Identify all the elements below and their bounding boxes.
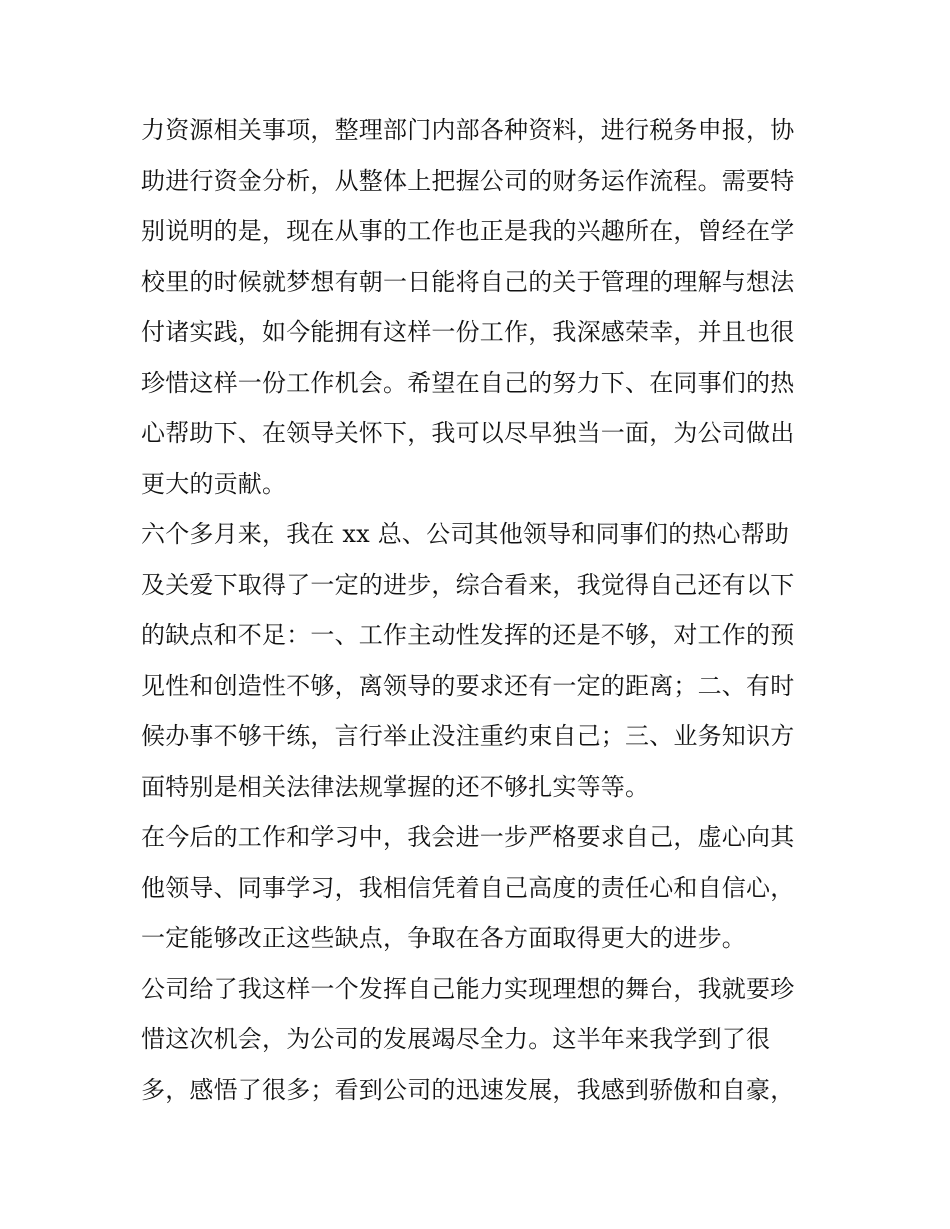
text-line: 心帮助下、在领导关怀下，我可以尽早独当一面，为公司做出 xyxy=(141,419,795,447)
text-line: 多，感悟了很多；看到公司的迅速发展，我感到骄傲和自豪， xyxy=(141,1075,795,1104)
text-line: 惜这次机会，为公司的发展竭尽全力。这半年来我学到了很 xyxy=(141,1025,771,1053)
text-line: 他领导、同事学习，我相信凭着自己高度的责任心和自信心， xyxy=(141,873,795,902)
text-line: 助进行资金分析，从整体上把握公司的财务运作流程。需要特 xyxy=(141,166,795,195)
text-line: 珍惜这样一份工作机会。希望在自己的努力下、在同事们的热 xyxy=(141,368,795,397)
text-line: 的缺点和不足：一、工作主动性发挥的还是不够，对工作的预 xyxy=(141,621,795,649)
text-line: 付诸实践，如今能拥有这样一份工作，我深感荣幸，并且也很 xyxy=(141,318,795,346)
text-line: 候办事不够干练，言行举止没注重约束自己；三、业务知识方 xyxy=(141,722,795,750)
text-line: 及关爱下取得了一定的进步，综合看来，我觉得自己还有以下 xyxy=(141,570,795,599)
text-line: 别说明的是，现在从事的工作也正是我的兴趣所在，曾经在学 xyxy=(141,217,795,245)
text-line: 六个多月来，我在 xx 总、公司其他领导和同事们的热心帮助 xyxy=(141,520,790,548)
text-line: 见性和创造性不够，离领导的要求还有一定的距离；二、有时 xyxy=(141,671,795,700)
text-line: 更大的贡献。 xyxy=(141,469,287,498)
text-line: 校里的时候就梦想有朝一日能将自己的关于管理的理解与想法 xyxy=(141,267,795,296)
paragraph-2 xyxy=(141,509,813,812)
text-line: 力资源相关事项，整理部门内部各种资料，进行税务申报，协 xyxy=(141,116,795,144)
paragraph-4 xyxy=(141,964,813,1116)
paragraph-1 xyxy=(141,105,813,509)
text-line: 在今后的工作和学习中，我会进一步严格要求自己，虚心向其 xyxy=(141,823,795,851)
text-line: 面特别是相关法律法规掌握的还不够扎实等等。 xyxy=(141,772,650,801)
body-text xyxy=(141,105,813,1115)
text-line: 一定能够改正这些缺点，争取在各方面取得更大的进步。 xyxy=(141,924,746,952)
paragraph-3 xyxy=(141,812,813,964)
text-line: 公司给了我这样一个发挥自己能力实现理想的舞台，我就要珍 xyxy=(141,974,795,1003)
